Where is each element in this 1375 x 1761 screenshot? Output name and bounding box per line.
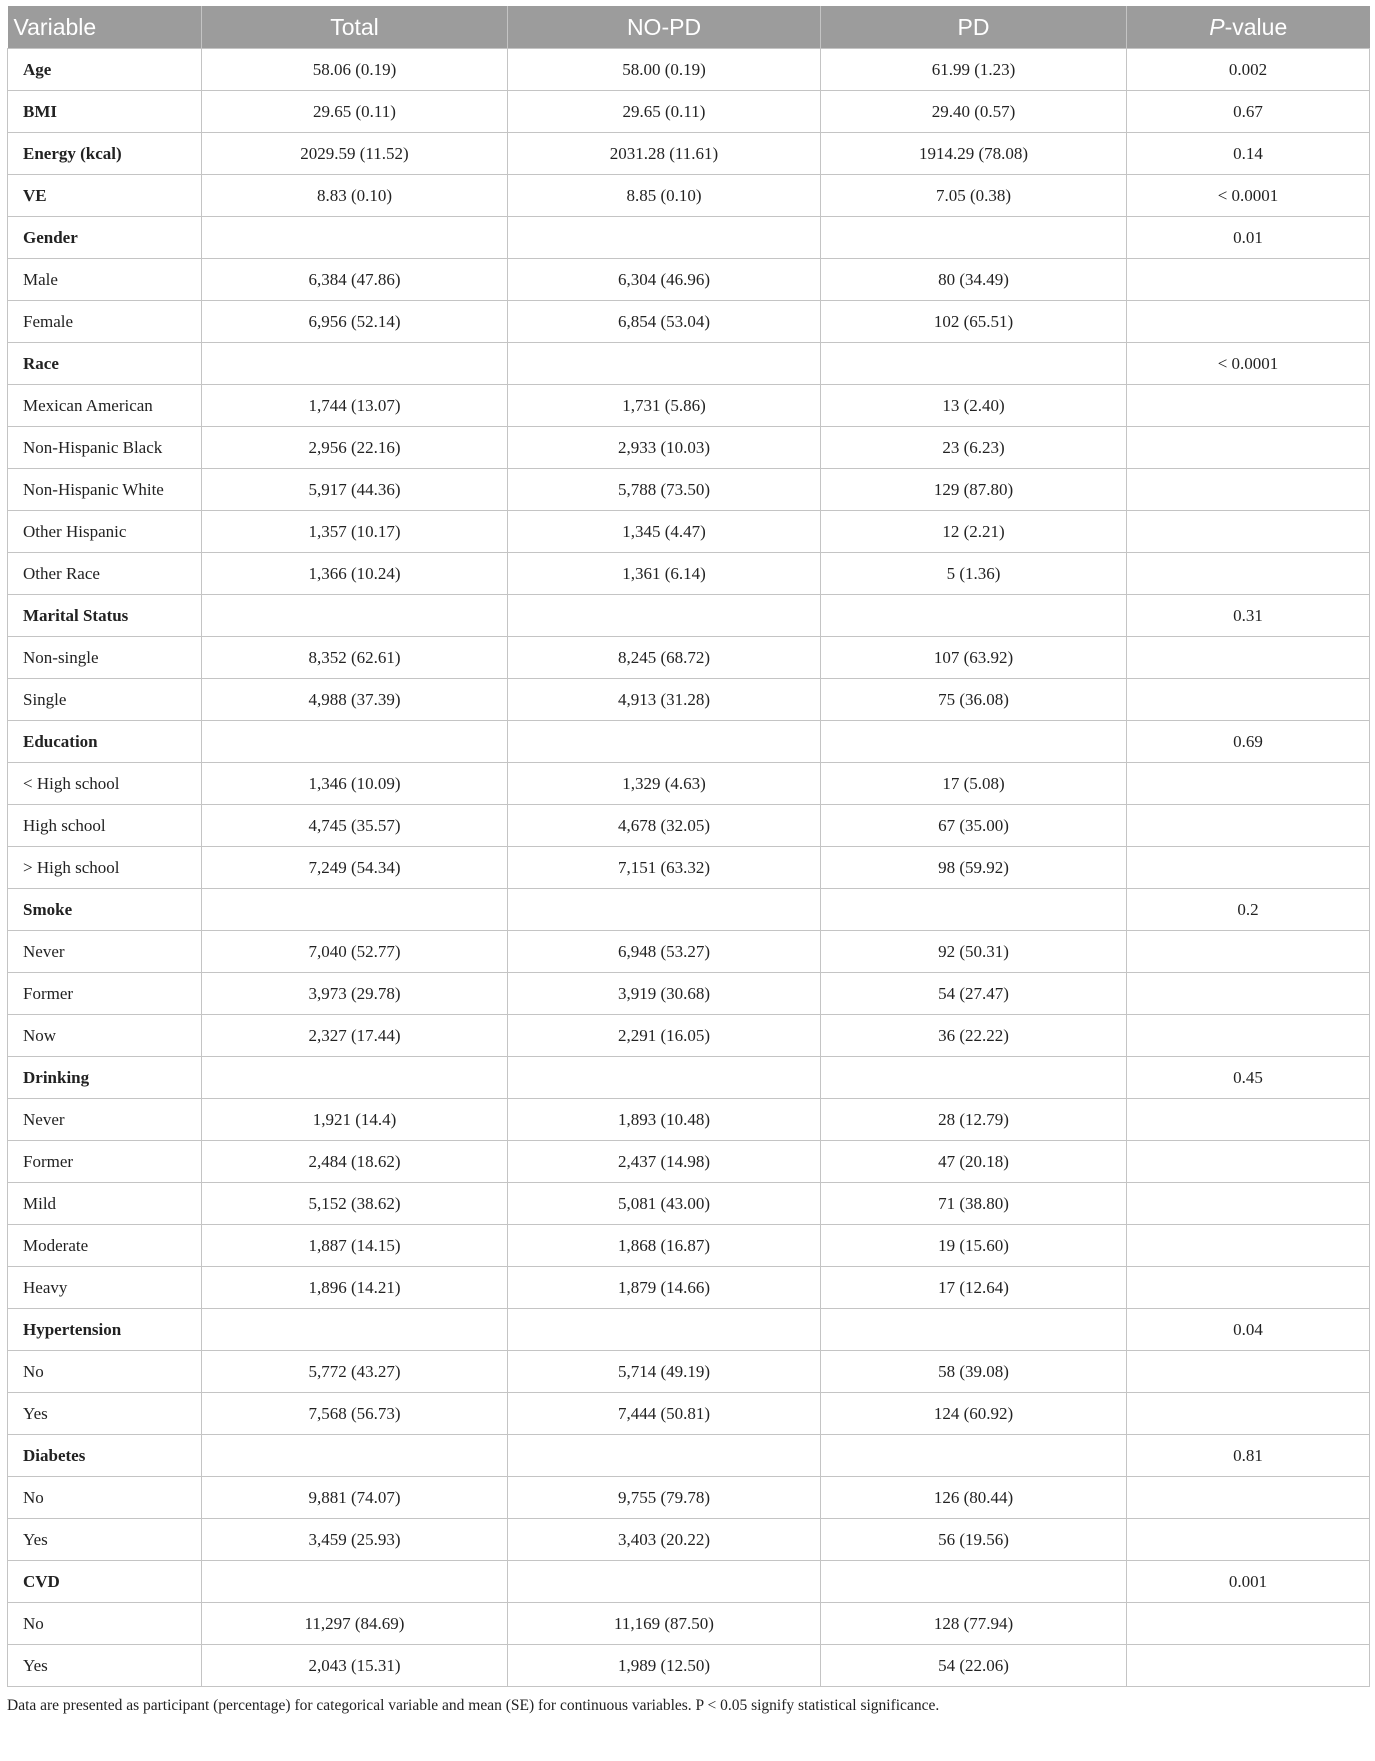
- header-p-value: [1127, 6, 1370, 49]
- cell-total: 5,917 (44.36): [202, 469, 508, 511]
- cell-pd: 71 (38.80): [821, 1183, 1127, 1225]
- table-container: [7, 6, 1369, 1715]
- cell-variable: Mexican American: [8, 385, 202, 427]
- table-row: [8, 1393, 1370, 1435]
- table-row: [8, 1351, 1370, 1393]
- cell-variable: Education: [8, 721, 202, 763]
- table-row: [8, 1225, 1370, 1267]
- cell-no-pd: 3,403 (20.22): [508, 1519, 821, 1561]
- table-row: [8, 385, 1370, 427]
- cell-no-pd: [508, 721, 821, 763]
- cell-no-pd: 2031.28 (11.61): [508, 133, 821, 175]
- cell-total: 1,357 (10.17): [202, 511, 508, 553]
- cell-pd: 17 (12.64): [821, 1267, 1127, 1309]
- table-row: [8, 1561, 1370, 1603]
- cell-no-pd: 2,933 (10.03): [508, 427, 821, 469]
- cell-total: 2,043 (15.31): [202, 1645, 508, 1687]
- cell-pd: 75 (36.08): [821, 679, 1127, 721]
- header-variable: Variable: [8, 6, 202, 49]
- cell-variable: BMI: [8, 91, 202, 133]
- cell-p-value: 0.002: [1127, 49, 1370, 91]
- cell-no-pd: 1,329 (4.63): [508, 763, 821, 805]
- cell-variable: Other Race: [8, 553, 202, 595]
- cell-total: 1,744 (13.07): [202, 385, 508, 427]
- cell-variable: Energy (kcal): [8, 133, 202, 175]
- table-row: [8, 1603, 1370, 1645]
- cell-no-pd: 1,361 (6.14): [508, 553, 821, 595]
- cell-p-value: [1127, 1267, 1370, 1309]
- cell-p-value: 0.67: [1127, 91, 1370, 133]
- cell-pd: 12 (2.21): [821, 511, 1127, 553]
- cell-no-pd: 6,304 (46.96): [508, 259, 821, 301]
- cell-no-pd: [508, 1561, 821, 1603]
- cell-total: 9,881 (74.07): [202, 1477, 508, 1519]
- cell-total: 29.65 (0.11): [202, 91, 508, 133]
- cell-p-value: 0.69: [1127, 721, 1370, 763]
- cell-variable: Former: [8, 1141, 202, 1183]
- cell-no-pd: 1,868 (16.87): [508, 1225, 821, 1267]
- header-total: Total: [202, 6, 508, 49]
- cell-pd: 124 (60.92): [821, 1393, 1127, 1435]
- cell-pd: 29.40 (0.57): [821, 91, 1127, 133]
- cell-pd: 5 (1.36): [821, 553, 1127, 595]
- cell-variable: Moderate: [8, 1225, 202, 1267]
- cell-pd: 54 (27.47): [821, 973, 1127, 1015]
- cell-pd: 17 (5.08): [821, 763, 1127, 805]
- cell-pd: [821, 889, 1127, 931]
- header-pd: PD: [821, 6, 1127, 49]
- cell-variable: Yes: [8, 1519, 202, 1561]
- cell-total: 1,366 (10.24): [202, 553, 508, 595]
- cell-variable: Non-Hispanic White: [8, 469, 202, 511]
- table-row: [8, 427, 1370, 469]
- cell-p-value: 0.14: [1127, 133, 1370, 175]
- table-row: [8, 553, 1370, 595]
- cell-variable: Non-Hispanic Black: [8, 427, 202, 469]
- cell-pd: 80 (34.49): [821, 259, 1127, 301]
- cell-no-pd: 5,081 (43.00): [508, 1183, 821, 1225]
- cell-no-pd: 8,245 (68.72): [508, 637, 821, 679]
- cell-variable: Heavy: [8, 1267, 202, 1309]
- cell-total: 5,152 (38.62): [202, 1183, 508, 1225]
- table-row: [8, 1435, 1370, 1477]
- cell-no-pd: [508, 217, 821, 259]
- table-footnote: Data are presented as participant (percentage) for categorical variable and mean (SE) for continuous variables. P < 0.05 signify statistical significance.: [7, 1697, 940, 1714]
- cell-total: 7,249 (54.34): [202, 847, 508, 889]
- cell-variable: Female: [8, 301, 202, 343]
- cell-variable: < High school: [8, 763, 202, 805]
- cell-p-value: [1127, 1225, 1370, 1267]
- cell-p-value: [1127, 1183, 1370, 1225]
- cell-pd: [821, 1057, 1127, 1099]
- cell-variable: Never: [8, 1099, 202, 1141]
- cell-p-value: [1127, 511, 1370, 553]
- table-row: [8, 259, 1370, 301]
- cell-variable: Former: [8, 973, 202, 1015]
- cell-variable: Age: [8, 49, 202, 91]
- cell-variable: Drinking: [8, 1057, 202, 1099]
- cell-pd: 98 (59.92): [821, 847, 1127, 889]
- cell-no-pd: 1,879 (14.66): [508, 1267, 821, 1309]
- cell-variable: High school: [8, 805, 202, 847]
- cell-pd: 126 (80.44): [821, 1477, 1127, 1519]
- cell-pd: 61.99 (1.23): [821, 49, 1127, 91]
- cell-total: [202, 1561, 508, 1603]
- cell-variable: Male: [8, 259, 202, 301]
- cell-pd: 23 (6.23): [821, 427, 1127, 469]
- table-row: [8, 1141, 1370, 1183]
- table-row: [8, 1099, 1370, 1141]
- cell-p-value: [1127, 847, 1370, 889]
- cell-p-value: [1127, 805, 1370, 847]
- cell-pd: 36 (22.22): [821, 1015, 1127, 1057]
- cell-p-value: [1127, 427, 1370, 469]
- cell-no-pd: 5,714 (49.19): [508, 1351, 821, 1393]
- table-row: [8, 469, 1370, 511]
- cell-variable: Non-single: [8, 637, 202, 679]
- cell-total: 2,484 (18.62): [202, 1141, 508, 1183]
- cell-variable: Single: [8, 679, 202, 721]
- cell-no-pd: 29.65 (0.11): [508, 91, 821, 133]
- data-table: [7, 6, 1370, 1687]
- table-row: [8, 721, 1370, 763]
- table-row: [8, 49, 1370, 91]
- cell-total: 1,921 (14.4): [202, 1099, 508, 1141]
- cell-no-pd: 1,893 (10.48): [508, 1099, 821, 1141]
- table-row: [8, 679, 1370, 721]
- cell-total: [202, 889, 508, 931]
- cell-variable: No: [8, 1351, 202, 1393]
- cell-total: 58.06 (0.19): [202, 49, 508, 91]
- cell-total: 2029.59 (11.52): [202, 133, 508, 175]
- cell-p-value: 0.81: [1127, 1435, 1370, 1477]
- cell-variable: Other Hispanic: [8, 511, 202, 553]
- cell-total: 8.83 (0.10): [202, 175, 508, 217]
- cell-pd: [821, 595, 1127, 637]
- cell-total: 6,956 (52.14): [202, 301, 508, 343]
- cell-total: 2,956 (22.16): [202, 427, 508, 469]
- cell-variable: Diabetes: [8, 1435, 202, 1477]
- cell-pd: 47 (20.18): [821, 1141, 1127, 1183]
- cell-p-value: [1127, 1015, 1370, 1057]
- cell-pd: 28 (12.79): [821, 1099, 1127, 1141]
- cell-pd: 67 (35.00): [821, 805, 1127, 847]
- header-p-italic: P: [1209, 13, 1225, 40]
- cell-total: [202, 721, 508, 763]
- cell-p-value: 0.04: [1127, 1309, 1370, 1351]
- cell-variable: No: [8, 1603, 202, 1645]
- cell-pd: [821, 217, 1127, 259]
- table-row: [8, 1477, 1370, 1519]
- cell-no-pd: 5,788 (73.50): [508, 469, 821, 511]
- cell-p-value: [1127, 553, 1370, 595]
- cell-pd: [821, 721, 1127, 763]
- cell-total: 1,896 (14.21): [202, 1267, 508, 1309]
- cell-p-value: [1127, 1351, 1370, 1393]
- table-row: [8, 175, 1370, 217]
- cell-variable: No: [8, 1477, 202, 1519]
- table-row: [8, 637, 1370, 679]
- cell-pd: 56 (19.56): [821, 1519, 1127, 1561]
- cell-total: 1,346 (10.09): [202, 763, 508, 805]
- cell-no-pd: 3,919 (30.68): [508, 973, 821, 1015]
- table-row: [8, 1015, 1370, 1057]
- cell-no-pd: 8.85 (0.10): [508, 175, 821, 217]
- cell-variable: Never: [8, 931, 202, 973]
- cell-total: 4,745 (35.57): [202, 805, 508, 847]
- cell-no-pd: 11,169 (87.50): [508, 1603, 821, 1645]
- cell-total: 1,887 (14.15): [202, 1225, 508, 1267]
- cell-p-value: [1127, 763, 1370, 805]
- cell-no-pd: [508, 1057, 821, 1099]
- cell-no-pd: 7,444 (50.81): [508, 1393, 821, 1435]
- table-row: [8, 931, 1370, 973]
- cell-pd: 1914.29 (78.08): [821, 133, 1127, 175]
- header-row: [8, 6, 1370, 49]
- cell-no-pd: 1,731 (5.86): [508, 385, 821, 427]
- cell-variable: Hypertension: [8, 1309, 202, 1351]
- cell-p-value: 0.45: [1127, 1057, 1370, 1099]
- table-header: [8, 6, 1370, 49]
- cell-p-value: [1127, 469, 1370, 511]
- table-row: [8, 133, 1370, 175]
- cell-p-value: [1127, 259, 1370, 301]
- header-no-pd: NO-PD: [508, 6, 821, 49]
- cell-total: 5,772 (43.27): [202, 1351, 508, 1393]
- cell-no-pd: 4,913 (31.28): [508, 679, 821, 721]
- cell-no-pd: 1,345 (4.47): [508, 511, 821, 553]
- cell-no-pd: 7,151 (63.32): [508, 847, 821, 889]
- cell-p-value: [1127, 637, 1370, 679]
- cell-total: [202, 343, 508, 385]
- header-p-rest: -value: [1224, 13, 1288, 40]
- cell-p-value: [1127, 1603, 1370, 1645]
- cell-total: 3,973 (29.78): [202, 973, 508, 1015]
- cell-no-pd: 6,854 (53.04): [508, 301, 821, 343]
- cell-total: [202, 1435, 508, 1477]
- cell-p-value: 0.001: [1127, 1561, 1370, 1603]
- cell-variable: Yes: [8, 1645, 202, 1687]
- cell-p-value: [1127, 1477, 1370, 1519]
- cell-no-pd: 58.00 (0.19): [508, 49, 821, 91]
- cell-no-pd: [508, 889, 821, 931]
- cell-total: 4,988 (37.39): [202, 679, 508, 721]
- cell-no-pd: 2,291 (16.05): [508, 1015, 821, 1057]
- table-row: [8, 343, 1370, 385]
- table-row: [8, 1645, 1370, 1687]
- cell-pd: 92 (50.31): [821, 931, 1127, 973]
- table-row: [8, 595, 1370, 637]
- cell-p-value: [1127, 1519, 1370, 1561]
- cell-pd: 58 (39.08): [821, 1351, 1127, 1393]
- cell-no-pd: 4,678 (32.05): [508, 805, 821, 847]
- cell-variable: VE: [8, 175, 202, 217]
- cell-pd: 54 (22.06): [821, 1645, 1127, 1687]
- cell-total: [202, 595, 508, 637]
- cell-no-pd: 2,437 (14.98): [508, 1141, 821, 1183]
- cell-total: [202, 1309, 508, 1351]
- cell-p-value: [1127, 973, 1370, 1015]
- table-row: [8, 889, 1370, 931]
- cell-p-value: 0.2: [1127, 889, 1370, 931]
- cell-total: 11,297 (84.69): [202, 1603, 508, 1645]
- cell-p-value: [1127, 931, 1370, 973]
- cell-p-value: < 0.0001: [1127, 343, 1370, 385]
- cell-pd: 107 (63.92): [821, 637, 1127, 679]
- cell-pd: 19 (15.60): [821, 1225, 1127, 1267]
- cell-variable: Gender: [8, 217, 202, 259]
- cell-total: [202, 217, 508, 259]
- cell-no-pd: 9,755 (79.78): [508, 1477, 821, 1519]
- cell-p-value: 0.31: [1127, 595, 1370, 637]
- cell-total: 7,040 (52.77): [202, 931, 508, 973]
- cell-variable: Race: [8, 343, 202, 385]
- cell-p-value: [1127, 1645, 1370, 1687]
- cell-variable: Smoke: [8, 889, 202, 931]
- cell-pd: [821, 343, 1127, 385]
- table-row: [8, 91, 1370, 133]
- cell-no-pd: [508, 1309, 821, 1351]
- table-row: [8, 1183, 1370, 1225]
- table-row: [8, 1057, 1370, 1099]
- cell-no-pd: 1,989 (12.50): [508, 1645, 821, 1687]
- table-row: [8, 1267, 1370, 1309]
- cell-variable: CVD: [8, 1561, 202, 1603]
- cell-variable: Mild: [8, 1183, 202, 1225]
- cell-total: 7,568 (56.73): [202, 1393, 508, 1435]
- table-row: [8, 805, 1370, 847]
- table-row: [8, 511, 1370, 553]
- cell-p-value: [1127, 385, 1370, 427]
- cell-pd: [821, 1435, 1127, 1477]
- table-row: [8, 217, 1370, 259]
- cell-p-value: < 0.0001: [1127, 175, 1370, 217]
- cell-p-value: [1127, 1393, 1370, 1435]
- cell-p-value: [1127, 1141, 1370, 1183]
- table-row: [8, 763, 1370, 805]
- cell-total: 8,352 (62.61): [202, 637, 508, 679]
- cell-total: [202, 1057, 508, 1099]
- cell-no-pd: [508, 595, 821, 637]
- cell-no-pd: [508, 343, 821, 385]
- cell-total: 3,459 (25.93): [202, 1519, 508, 1561]
- table-row: [8, 973, 1370, 1015]
- cell-pd: [821, 1309, 1127, 1351]
- cell-total: 6,384 (47.86): [202, 259, 508, 301]
- cell-variable: > High school: [8, 847, 202, 889]
- cell-no-pd: 6,948 (53.27): [508, 931, 821, 973]
- table-body: [8, 49, 1370, 1687]
- cell-p-value: 0.01: [1127, 217, 1370, 259]
- cell-pd: 129 (87.80): [821, 469, 1127, 511]
- cell-p-value: [1127, 679, 1370, 721]
- cell-no-pd: [508, 1435, 821, 1477]
- table-row: [8, 1519, 1370, 1561]
- cell-variable: Now: [8, 1015, 202, 1057]
- cell-pd: 128 (77.94): [821, 1603, 1127, 1645]
- table-row: [8, 301, 1370, 343]
- cell-pd: 13 (2.40): [821, 385, 1127, 427]
- cell-pd: [821, 1561, 1127, 1603]
- cell-p-value: [1127, 1099, 1370, 1141]
- cell-variable: Marital Status: [8, 595, 202, 637]
- cell-pd: 7.05 (0.38): [821, 175, 1127, 217]
- cell-variable: Yes: [8, 1393, 202, 1435]
- cell-total: 2,327 (17.44): [202, 1015, 508, 1057]
- cell-p-value: [1127, 301, 1370, 343]
- table-row: [8, 847, 1370, 889]
- table-row: [8, 1309, 1370, 1351]
- cell-pd: 102 (65.51): [821, 301, 1127, 343]
